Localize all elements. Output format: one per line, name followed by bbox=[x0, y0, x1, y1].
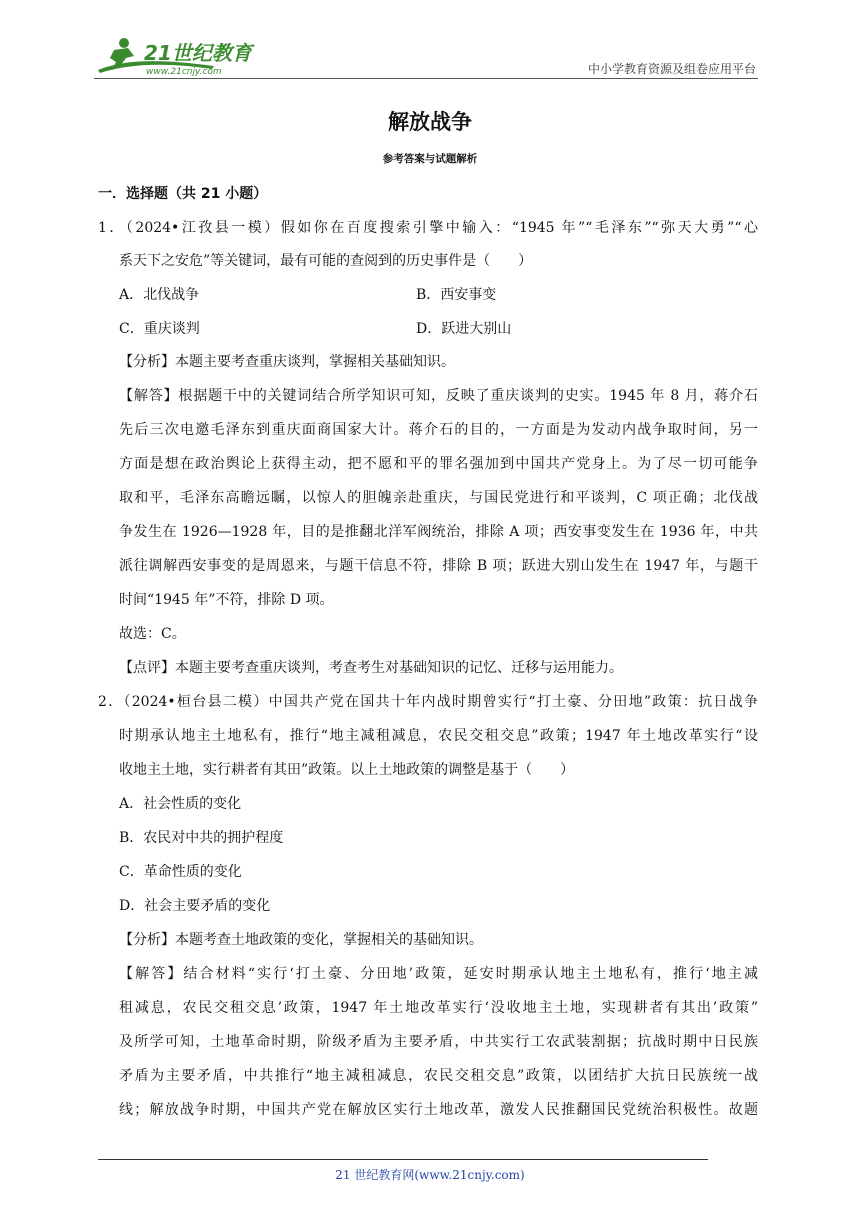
question-2-option-a: A．社会性质的变化 bbox=[119, 796, 242, 812]
question-1-answer-line: 争发生在 1926—1928 年，目的是推翻北洋军阀统治，排除 A 项；西安事变发生在 1936 年，中共 bbox=[119, 524, 758, 540]
page-title: 解放战争 bbox=[388, 110, 472, 134]
question-1-answer-line: 【解答】根据题干中的关键词结合所学知识可知，反映了重庆谈判的史实。1945 年 8 月，蒋介石 bbox=[119, 388, 758, 404]
header-divider bbox=[94, 78, 758, 79]
logo-url-text: www.21cnjy.com bbox=[146, 67, 222, 77]
question-2-answer-line: 线；解放战争时期，中国共产党在解放区实行土地改革，激发人民推翻国民党统治积极性。故题 bbox=[119, 1102, 758, 1118]
question-2-option-b: B．农民对中共的拥护程度 bbox=[119, 830, 284, 846]
question-2-answer-line: 及所学可知，土地革命时期，阶级矛盾为主要矛盾，中共实行工农武装割据；抗战时期中日民族 bbox=[119, 1034, 758, 1050]
question-1-stem-line: 系天下之安危”等关键词，最有可能的查阅到的历史事件是（ ） bbox=[119, 253, 533, 269]
question-1-option-b: B．西安事变 bbox=[416, 287, 497, 303]
footer-link[interactable]: 21 世纪教育网(www.21cnjy.com) bbox=[335, 1168, 525, 1182]
section-heading: 一．选择题（共 21 小题） bbox=[98, 186, 268, 202]
question-1-analysis: 【分析】本题主要考查重庆谈判，掌握相关基础知识。 bbox=[119, 354, 455, 370]
question-2-option-d: D．社会主要矛盾的变化 bbox=[119, 898, 271, 914]
question-1-choice: 故选：C。 bbox=[119, 626, 186, 642]
question-2-answer-line: 矛盾为主要矛盾，中共推行“地主减租减息，农民交租交息”政策，以团结扩大抗日民族统一战 bbox=[119, 1068, 758, 1084]
page-subtitle: 参考答案与试题解析 bbox=[382, 153, 478, 165]
question-1-answer-line: 派往调解西安事变的是周恩来，与题干信息不符，排除 B 项；跃进大别山发生在 1947 年，与题干 bbox=[119, 558, 758, 574]
footer-divider bbox=[98, 1159, 708, 1160]
question-2-answer-line: 【解答】结合材料“实行‘打土豪、分田地’政策，延安时期承认地主土地私有，推行‘地主减 bbox=[119, 966, 758, 982]
logo-main-text: 21世纪教育 bbox=[144, 41, 252, 65]
page-header bbox=[94, 36, 758, 80]
question-1-answer-line: 取和平，毛泽东高瞻远瞩，以惊人的胆魄亲赴重庆，与国民党进行和平谈判，C 项正确；北伐战 bbox=[119, 490, 758, 506]
question-1-option-c: C．重庆谈判 bbox=[119, 321, 200, 337]
question-1-comment: 【点评】本题主要考查重庆谈判，考查考生对基础知识的记忆、迁移与运用能力。 bbox=[119, 660, 623, 676]
question-2-stem-line: 时期承认地主土地私有，推行“地主减租减息，农民交租交息”政策；1947 年土地改革实行“设 bbox=[119, 728, 758, 744]
question-1-option-d: D．跃进大别山 bbox=[416, 321, 512, 337]
question-1-answer-line: 方面是想在政治舆论上获得主动，把不愿和平的罪名强加到中国共产党身上。为了尽一切可能争 bbox=[119, 456, 758, 472]
question-1-answer-line: 时间“1945 年”不符，排除 D 项。 bbox=[119, 592, 334, 608]
question-2-stem-line: 2．（2024•桓台县二模）中国共产党在国共十年内战时期曾实行“打土豪、分田地”政策：抗日战争 bbox=[98, 694, 758, 710]
question-2-option-c: C．革命性质的变化 bbox=[119, 864, 242, 880]
platform-name: 中小学教育资源及组卷应用平台 bbox=[587, 62, 756, 76]
logo-21cnjy bbox=[94, 36, 264, 78]
question-2-stem-line: 收地主土地，实行耕者有其田”政策。以上土地政策的调整是基于（ ） bbox=[119, 762, 575, 778]
question-2-answer-line: 租减息，农民交租交息’政策，1947 年土地改革实行‘没收地主土地，实现耕者有其出’政策” bbox=[119, 1000, 758, 1016]
question-2-analysis: 【分析】本题考查土地政策的变化，掌握相关的基础知识。 bbox=[119, 932, 483, 948]
question-1-option-a: A．北伐战争 bbox=[119, 287, 200, 303]
question-1-answer-line: 先后三次电邀毛泽东到重庆面商国家大计。蒋介石的目的，一方面是为发动内战争取时间，另一 bbox=[119, 422, 758, 438]
question-1-stem-line: 1．（2024•江孜县一模）假如你在百度搜索引擎中输入：“1945 年”“毛泽东”“弥天大勇”“心 bbox=[98, 220, 758, 236]
